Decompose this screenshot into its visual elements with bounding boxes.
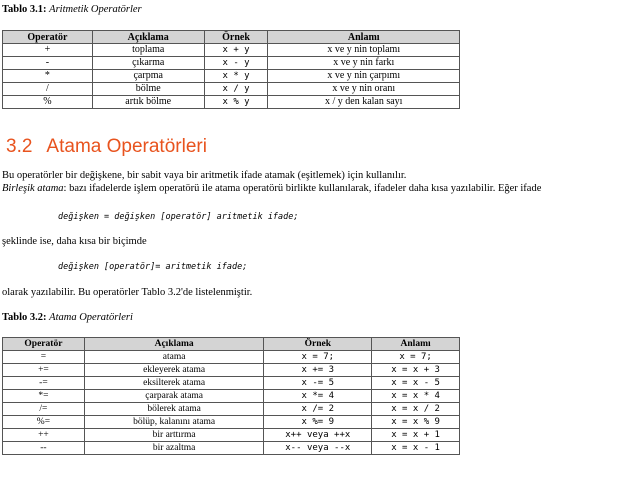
table-cell: x = 7; xyxy=(264,351,372,364)
table-cell: bölüp, kalanını atama xyxy=(84,416,264,429)
table-cell: x ve y nin çarpımı xyxy=(268,70,460,83)
table-row xyxy=(3,416,460,429)
code-long-text: değişken = değişken [operatör] aritmetik ifade; xyxy=(58,212,299,222)
table-cell: x = x - 5 xyxy=(372,377,460,390)
code-short-form xyxy=(58,262,247,272)
table-cell: çıkarma xyxy=(92,57,204,70)
column-header: Açıklama xyxy=(92,31,204,44)
column-header: Anlamı xyxy=(268,31,460,44)
table-row xyxy=(3,442,460,455)
table-cell: çarpma xyxy=(92,70,204,83)
table-cell: - xyxy=(3,57,93,70)
column-header: Anlamı xyxy=(372,338,460,351)
table-cell: çarparak atama xyxy=(84,390,264,403)
table-cell: x-- veya --x xyxy=(264,442,372,455)
table-cell: x = x + 1 xyxy=(372,429,460,442)
table-cell: x = x - 1 xyxy=(372,442,460,455)
table-cell: x /= 2 xyxy=(264,403,372,416)
table-cell: x = x + 3 xyxy=(372,364,460,377)
table-cell: bölerek atama xyxy=(84,403,264,416)
table-cell: / xyxy=(3,83,93,96)
table-cell: bir azaltma xyxy=(84,442,264,455)
section-title: Atama Operatörleri xyxy=(46,136,207,157)
section-number: 3.2 xyxy=(6,136,33,157)
table-row xyxy=(3,70,460,83)
code-short-text: değişken [operatör]= aritmetik ifade; xyxy=(58,262,248,272)
table-row xyxy=(3,83,460,96)
table-cell: x ve y nin toplamı xyxy=(268,44,460,57)
table-cell: x ve y nin oranı xyxy=(268,83,460,96)
arithmetic-operators-table xyxy=(2,30,460,109)
table-cell: *= xyxy=(3,390,85,403)
table-cell: x = 7; xyxy=(372,351,460,364)
table-header-row xyxy=(3,31,460,44)
table-cell: += xyxy=(3,364,85,377)
table-row xyxy=(3,429,460,442)
table-cell: /= xyxy=(3,403,85,416)
table-row xyxy=(3,377,460,390)
table-cell: * xyxy=(3,70,93,83)
table-cell: = xyxy=(3,351,85,364)
table-cell: x = x / 2 xyxy=(372,403,460,416)
section-heading xyxy=(6,136,207,158)
table-cell: x % y xyxy=(204,96,268,109)
paragraph-compound xyxy=(2,183,541,194)
table-cell: x = x * 4 xyxy=(372,390,460,403)
table2-caption-label: Tablo 3.2: xyxy=(2,312,47,323)
table-row xyxy=(3,351,460,364)
table-cell: x / y den kalan sayı xyxy=(268,96,460,109)
code-long-form xyxy=(58,212,299,222)
table-cell: x ve y nin farkı xyxy=(268,57,460,70)
column-header: Örnek xyxy=(204,31,268,44)
table-cell: ekleyerek atama xyxy=(84,364,264,377)
compound-term: Birleşik atama xyxy=(2,183,64,194)
table-cell: + xyxy=(3,44,93,57)
table-cell: -= xyxy=(3,377,85,390)
table-row xyxy=(3,96,460,109)
table-cell: x / y xyxy=(204,83,268,96)
table-header-row xyxy=(3,338,460,351)
column-header: Operatör xyxy=(3,338,85,351)
table-cell: x++ veya ++x xyxy=(264,429,372,442)
table-cell: ++ xyxy=(3,429,85,442)
table-row xyxy=(3,390,460,403)
column-header: Açıklama xyxy=(84,338,264,351)
table-cell: x -= 5 xyxy=(264,377,372,390)
table-cell: x + y xyxy=(204,44,268,57)
table1-caption xyxy=(2,4,142,15)
table-row xyxy=(3,57,460,70)
table-cell: x *= 4 xyxy=(264,390,372,403)
table-row xyxy=(3,403,460,416)
paragraph-intro: Bu operatörler bir değişkene, bir sabit vaya bir aritmetik ifade atamak (eşitlemek) için kullanılır. xyxy=(2,170,407,181)
table-cell: atama xyxy=(84,351,264,364)
table-cell: x %= 9 xyxy=(264,416,372,429)
table-cell: x += 3 xyxy=(264,364,372,377)
table1-caption-title: Aritmetik Operatörler xyxy=(49,4,142,15)
table-cell: bir arttırma xyxy=(84,429,264,442)
table-cell: -- xyxy=(3,442,85,455)
table2-caption-title: Atama Operatörleri xyxy=(49,312,133,323)
table-cell: eksilterek atama xyxy=(84,377,264,390)
table-row xyxy=(3,364,460,377)
table-cell: artık bölme xyxy=(92,96,204,109)
table-cell: % xyxy=(3,96,93,109)
column-header: Operatör xyxy=(3,31,93,44)
table-cell: x * y xyxy=(204,70,268,83)
paragraph-short: şeklinde ise, daha kısa bir biçimde xyxy=(2,236,147,247)
table1-caption-label: Tablo 3.1: xyxy=(2,4,47,15)
table-row xyxy=(3,44,460,57)
table-cell: bölme xyxy=(92,83,204,96)
table-cell: x = x % 9 xyxy=(372,416,460,429)
table-cell: %= xyxy=(3,416,85,429)
column-header: Örnek xyxy=(264,338,372,351)
compound-text: : bazı ifadelerde işlem operatörü ile atama operatörü birlikte kullanılarak, ifadeler daha kısa yazılabilir. Eğer ifade xyxy=(63,183,542,194)
table-cell: x - y xyxy=(204,57,268,70)
paragraph-listed: olarak yazılabilir. Bu operatörler Tablo 3.2'de listelenmiştir. xyxy=(2,287,253,298)
assignment-operators-table xyxy=(2,337,460,455)
table2-caption xyxy=(2,312,133,323)
table-cell: toplama xyxy=(92,44,204,57)
